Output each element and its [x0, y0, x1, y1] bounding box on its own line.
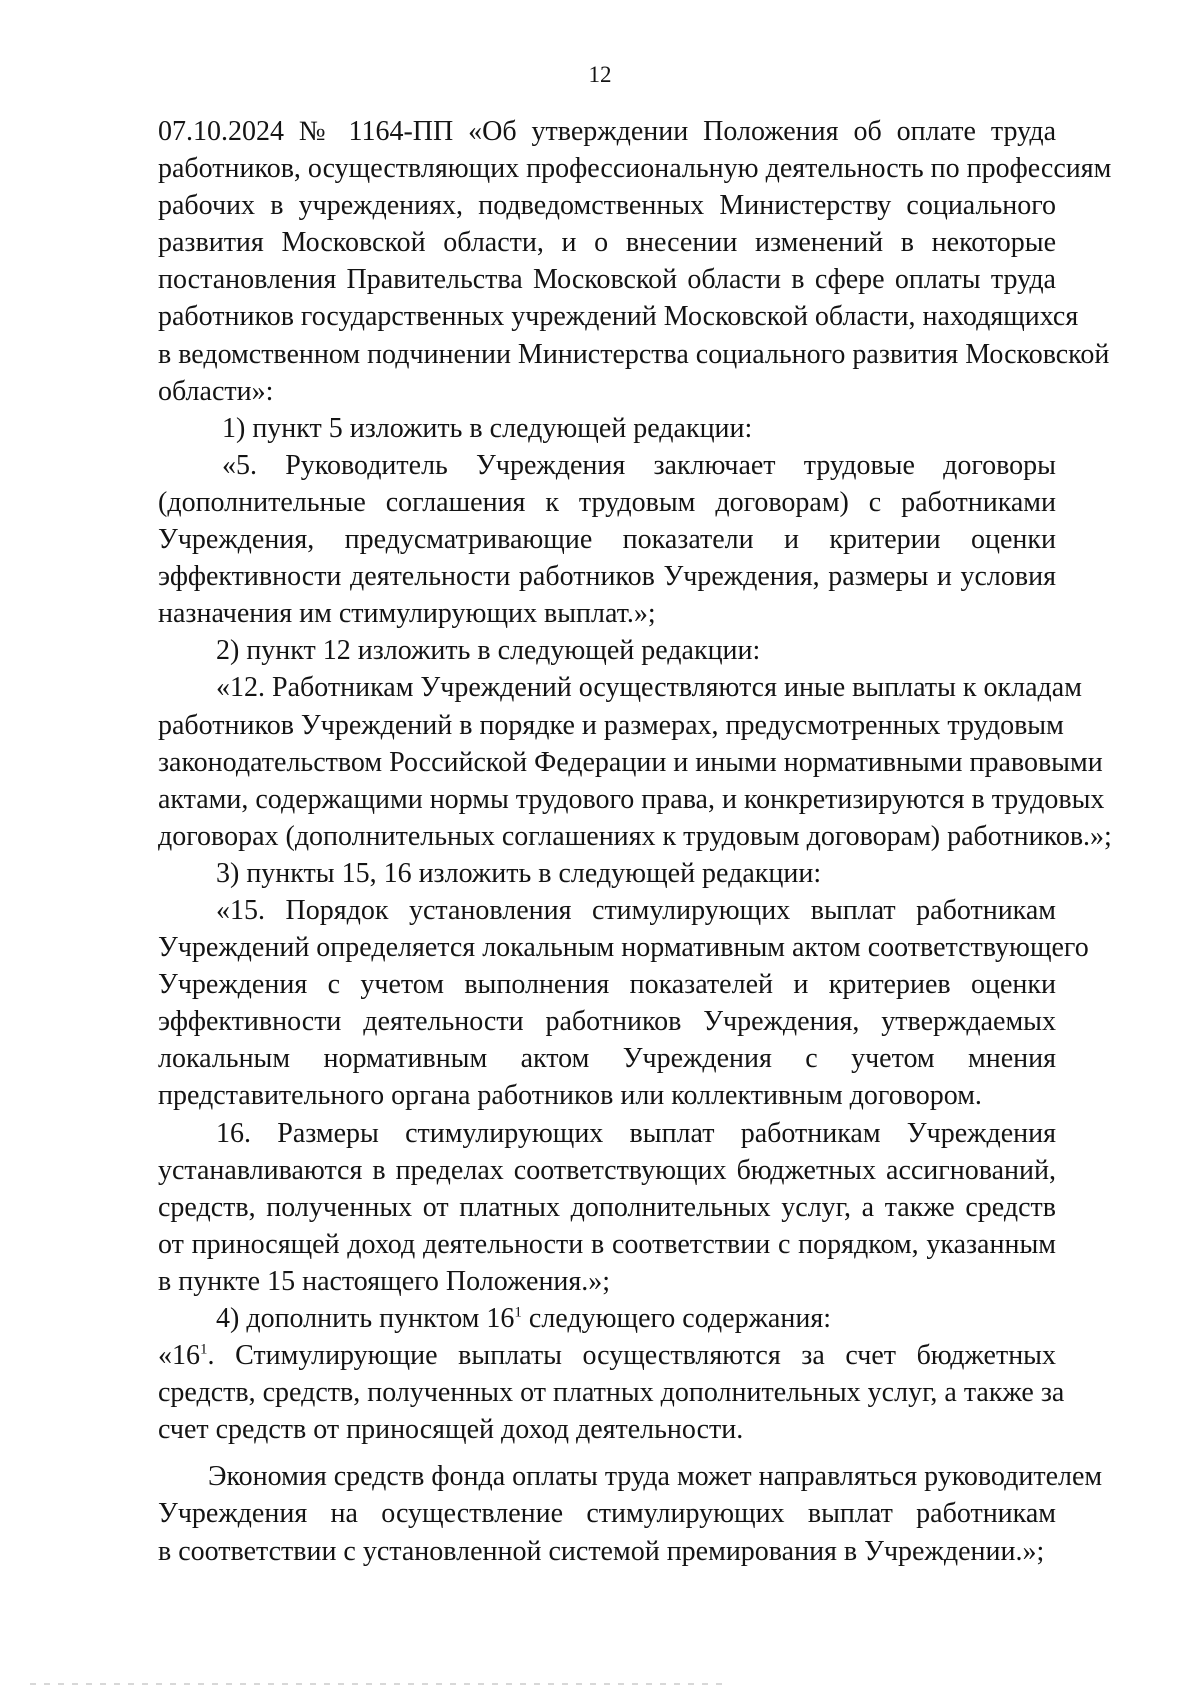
text-line — [158, 1337, 1056, 1374]
text-line: постановления Правительства Московской области в сфере оплаты труда — [158, 264, 1056, 296]
text-line: Учреждения на осуществление стимулирующих выплат работникам — [158, 1498, 1056, 1530]
text-line: в соответствии с установленной системой премирования в Учреждении.»; — [158, 1535, 1045, 1567]
superscript-index: 1 — [514, 1304, 522, 1321]
text-line: 16. Размеры стимулирующих выплат работникам Учреждения — [216, 1117, 1056, 1149]
text-line: рабочих в учреждениях, подведомственных Министерству социального — [158, 190, 1056, 222]
text-line: локальным нормативным актом Учреждения с учетом мнения — [158, 1043, 1056, 1075]
text-line: в пункте 15 настоящего Положения.»; — [158, 1265, 611, 1297]
item-heading — [158, 1300, 1056, 1337]
document-body — [158, 113, 1112, 1570]
text-line: области»: — [158, 375, 274, 407]
superscript-index: 1 — [200, 1341, 208, 1358]
text-line: Экономия средств фонда оплаты труда может направляться руководителем — [208, 1461, 1103, 1493]
text-line: в ведомственном подчинении Министерства социального развития Московской — [158, 338, 1110, 370]
text-line: средств, полученных от платных дополнительных услуг, а также средств — [158, 1191, 1056, 1223]
text-line: работников государственных учреждений Московской области, находящихся — [158, 301, 1079, 333]
text-line: от приносящей доход деятельности в соответствии с порядком, указанным — [158, 1228, 1056, 1260]
scan-edge-artifact — [30, 1683, 730, 1685]
text-line: (дополнительные соглашения к трудовым договорам) с работниками — [158, 486, 1056, 518]
text-line: работников, осуществляющих профессиональную деятельность по профессиям — [158, 153, 1112, 185]
item-heading: 3) пункты 15, 16 изложить в следующей редакции: — [216, 857, 822, 889]
text-line: эффективности деятельности работников Учреждения, утверждаемых — [158, 1006, 1056, 1038]
item-heading: 1) пункт 5 изложить в следующей редакции: — [222, 412, 753, 444]
text-line: назначения им стимулирующих выплат.»; — [158, 598, 656, 630]
text-line: Учреждений определяется локальным нормативным актом соответствующего — [158, 932, 1089, 964]
text-line: законодательством Российской Федерации и иными нормативными правовыми — [158, 746, 1103, 778]
page-number: 12 — [588, 62, 612, 87]
text-line: работников Учреждений в порядке и размерах, предусмотренных трудовым — [158, 709, 1064, 741]
text-line: актами, содержащими нормы трудового права, и конкретизируются в трудовых — [158, 783, 1105, 815]
text-line: развития Московской области, и о внесении изменений в некоторые — [158, 227, 1056, 259]
text-line: «12. Работникам Учреждений осуществляются иные выплаты к окладам — [216, 672, 1082, 704]
item-heading-text: 4) дополнить пунктом 16 — [216, 1303, 515, 1334]
text-line: средств, средств, полученных от платных дополнительных услуг, а также за — [158, 1377, 1065, 1409]
text-line: представительного органа работников или коллективным договором. — [158, 1080, 982, 1112]
item-heading: 2) пункт 12 изложить в следующей редакции: — [216, 635, 761, 667]
text-line: «5. Руководитель Учреждения заключает трудовые договоры — [222, 449, 1056, 481]
text-line: договорах (дополнительных соглашениях к трудовым договорам) работников.»; — [158, 820, 1112, 852]
text-line: 07.10.2024 № 1164-ПП «Об утверждении Положения об оплате труда — [158, 116, 1056, 147]
item-heading-text: следующего содержания: — [521, 1303, 831, 1334]
text-line: эффективности деятельности работников Учреждения, размеры и условия — [158, 561, 1056, 593]
text-fragment: «16 — [158, 1340, 200, 1372]
text-line: Учреждения с учетом выполнения показателей и критериев оценки — [158, 969, 1056, 1001]
text-line: Учреждения, предусматривающие показатели и критерии оценки — [158, 524, 1056, 556]
text-line: «15. Порядок установления стимулирующих выплат работникам — [216, 894, 1056, 926]
text-line: устанавливаются в пределах соответствующих бюджетных ассигнований, — [158, 1154, 1056, 1186]
text-fragment: . Стимулирующие выплаты осуществляются за счет бюджетных — [207, 1340, 1056, 1372]
text-line: счет средств от приносящей доход деятельности. — [158, 1414, 744, 1446]
